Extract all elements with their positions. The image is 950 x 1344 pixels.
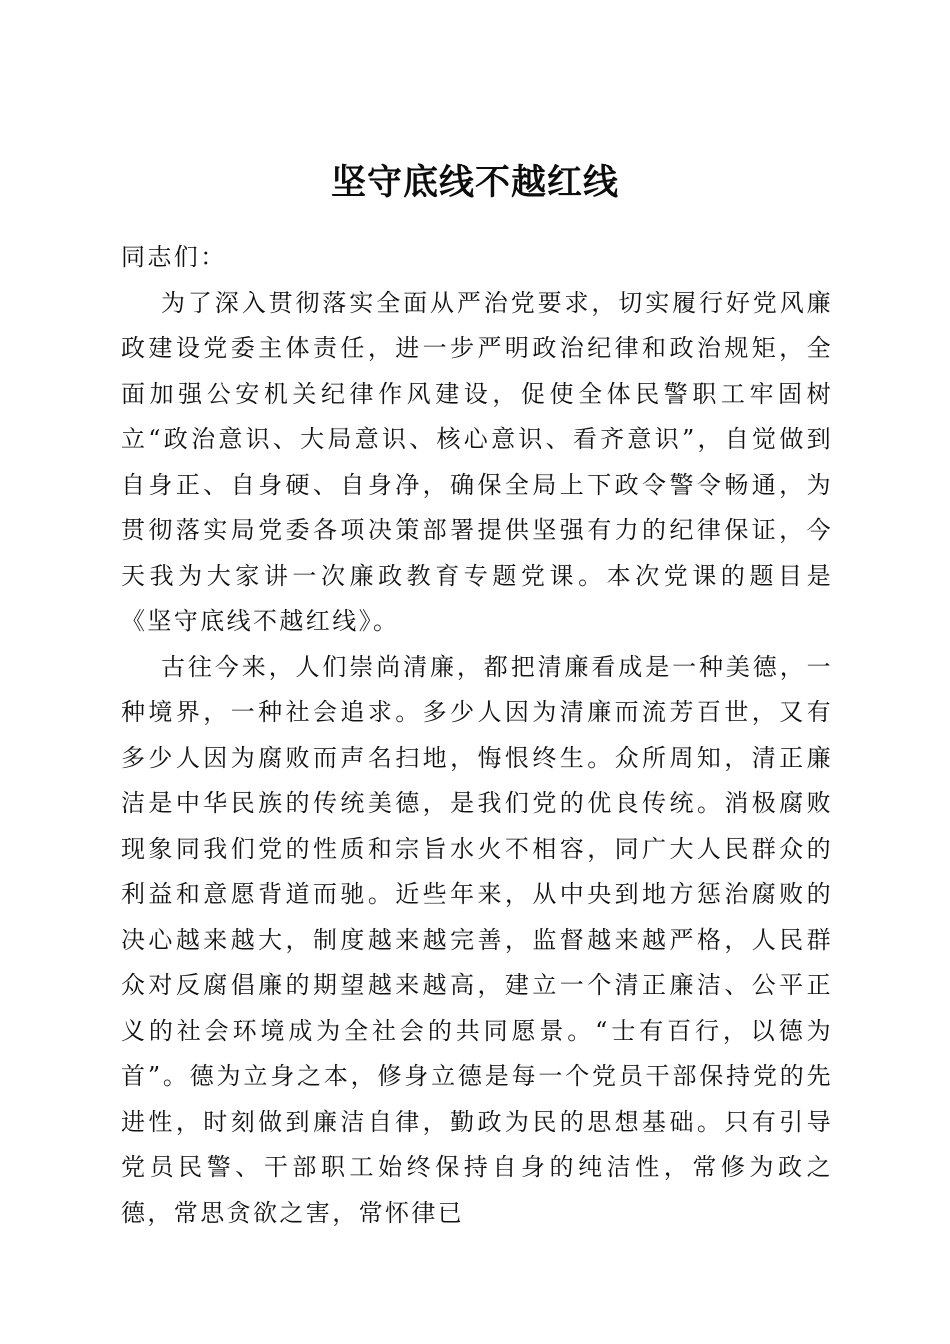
paragraph-intro: 为了深入贯彻落实全面从严治党要求，切实履行好党风廉政建设党委主体责任，进一步严明政治纪律和政治规矩，全面加强公安机关纪律作风建设，促使全体民警职工牢固树立“政治意识、大局意识、核心意识、看齐意识”，自觉做到自身正、自身硬、自身净，确保全局上下政令警令畅通，为贯彻落实局党委各项决策部署提供坚强有力的纪律保证，今天我为大家讲一次廉政教育专题党课。本次党课的题目是《坚守底线不越红线》。 xyxy=(121,288,833,635)
document-title: 坚守底线不越红线 xyxy=(330,162,619,204)
paragraph-integrity: 古往今来，人们崇尚清廉，都把清廉看成是一种美德，一种境界，一种社会追求。多少人因为清廉而流芳百世，又有多少人因为腐败而声名扫地，悔恨终生。众所周知，清正廉洁是中华民族的传统美德，是我们党的优良传统。消极腐败现象同我们党的性质和宗旨水火不相容，同广大人民群众的利益和意愿背道而驰。近些年来，从中央到地方惩治腐败的决心越来越大，制度越来越完善，监督越来越严格，人民群众对反腐倡廉的期望越来越高，建立一个清正廉洁、公平正义的社会环境成为全社会的共同愿景。“士有百行，以德为首”。德为立身之本，修身立德是每一个党员干部保持党的先进性，时刻做到廉洁自律，勤政为民的思想基础。只有引导党员民警、干部职工始终保持自身的纯洁性，常修为政之德，常思贪欲之害，常怀律已 xyxy=(121,652,833,1227)
document-body xyxy=(121,235,833,1236)
salutation: 同志们： xyxy=(121,243,227,271)
